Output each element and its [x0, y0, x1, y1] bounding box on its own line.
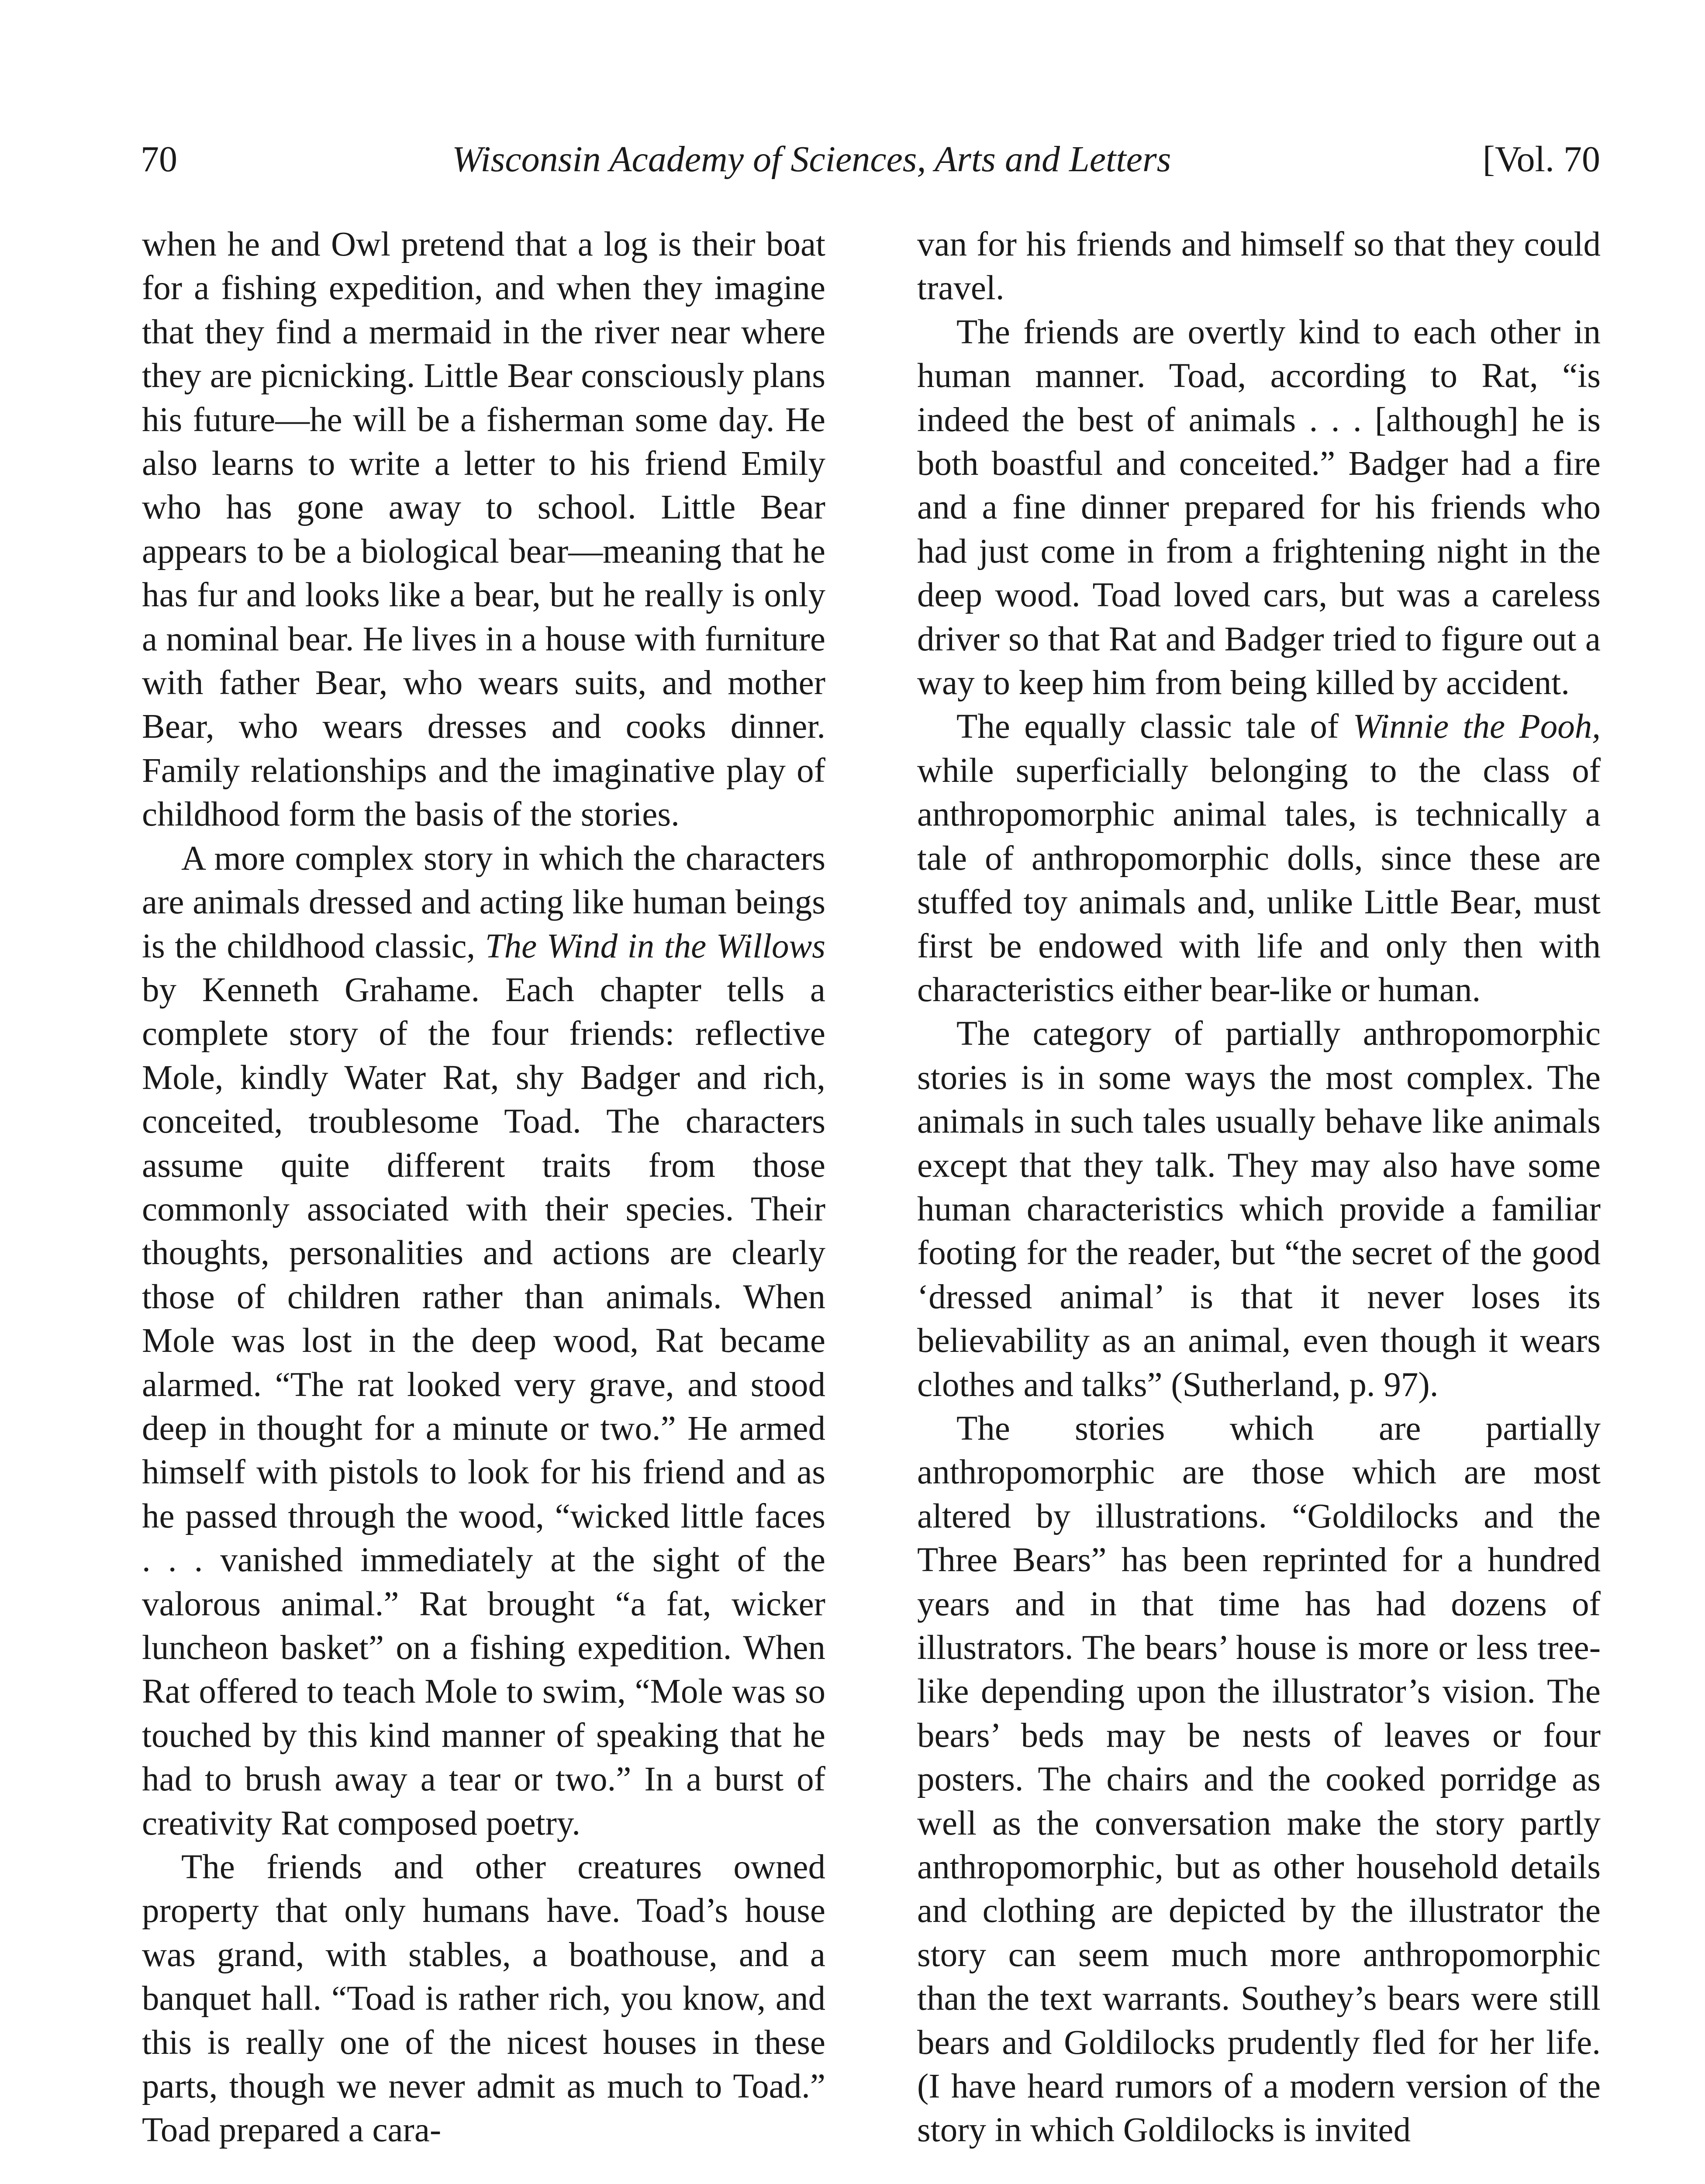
left-paragraph-2-text-b: by Kenneth Grahame. Each chapter tells a complete story of the four friends: reflective Mole, kindly Water Rat, shy Badger and rich, conceited, troublesome Toad. The characters assume quite different traits from those commonly associated with their species. Their thoughts, personalities and actions are clearly those of children rather than animals. When Mole was lost in the deep wood, Rat became alarmed. “The rat looked very grave, and stood deep in thought for a minute or two.” He armed himself with pistols to look for his friend and as he passed through the wood, “wicked little faces . . . vanished immediately at the sight of the valorous animal.” Rat brought “a fat, wicker luncheon basket” on a fishing expedition. When Rat offered to teach Mole to swim, “Mole was so touched by this kind manner of speaking that he had to brush away a tear or two.” In a burst of creativity Rat composed poetry. [142, 971, 825, 1842]
right-paragraph-2: The friends are overtly kind to each other in human manner. Toad, according to Rat, “is indeed the best of animals . . . [although] he is both boastful and conceited.” Badger had a fire and a fine dinner prepared for his friends who had just come in from a frightening night in the deep wood. Toad loved cars, but was a careless driver so that Rat and Badger tried to figure out a way to keep him from being killed by accident. [917, 313, 1601, 702]
right-column [917, 223, 1601, 2153]
right-paragraph-3 [917, 705, 1601, 1012]
right-paragraph-3-text-b: while superficially belonging to the class of anthropomorphic animal tales, is technically a tale of anthropomorphic dolls, since these are stuffed toy animals and, unlike Little Bear, must first be endowed with life and only then with characteristics either bear-like or human. [917, 751, 1601, 1009]
journal-title: Wisconsin Academy of Sciences, Arts and Letters [452, 139, 1171, 180]
left-paragraph-1: when he and Owl pretend that a log is their boat for a fishing expedition, and when they imagine that they find a mermaid in the river near where they are picnicking. Little Bear consciously plans his future—he will be a fisherman some day. He also learns to write a letter to his friend Emily who has gone away to school. Little Bear appears to be a biological bear—meaning that he has fur and looks like a bear, but he really is only a nominal bear. He lives in a house with furniture with father Bear, who wears suits, and mother Bear, who wears dresses and cooks dinner. Family relationships and the imaginative play of childhood form the basis of the stories. [142, 225, 825, 834]
right-paragraph-3-text-a: The equally classic tale of [956, 708, 1353, 746]
running-header [0, 131, 1705, 188]
book-title-winnie-the-pooh: Winnie the Pooh, [1353, 708, 1601, 746]
left-paragraph-2-text-a: A more complex story in which the characters are animals dressed and acting like human beings is the childhood classic, [142, 839, 825, 965]
left-paragraph-3: The friends and other creatures owned property that only humans have. Toad’s house was grand, with stables, a boathouse, and a banquet hall. “Toad is rather rich, you know, and this is really one of the nicest houses in these parts, though we never admit as much to Toad.” Toad prepared a cara- [142, 1848, 825, 2149]
book-title-wind-in-the-willows: The Wind in the Willows [485, 927, 825, 965]
right-paragraph-4: The category of partially anthropomorphic stories is in some ways the most complex. The animals in such tales usually behave like animals except that they talk. They may also have some human characteristics which provide a familiar footing for the reader, but “the secret of the good ‘dressed animal’ is that it never loses its believability as an animal, even though it wears clothes and talks” (Sutherland, p. 97). [917, 1015, 1601, 1404]
right-paragraph-1: van for his friends and himself so that they could travel. [917, 225, 1601, 308]
volume-label: [Vol. 70 [1482, 139, 1600, 180]
left-paragraph-2 [142, 837, 825, 1845]
left-column [142, 223, 825, 2153]
right-paragraph-5: The stories which are partially anthropomorphic are those which are most altered by illustrations. “Goldilocks and the Three Bears” has been reprinted for a hundred years and in that time has had dozens of illustrators. The bears’ house is more or less tree-like depending upon the illustrator’s vision. The bears’ beds may be nests of leaves or four posters. The chairs and the cooked porridge as well as the conversation make the story partly anthropomorphic, but as other household details and clothing are depicted by the illustrator the story can seem much more anthropomorphic than the text warrants. Southey’s bears were still bears and Goldilocks prudently fled for her life. (I have heard rumors of a modern version of the story in which Goldilocks is invited [917, 1409, 1601, 2149]
page-number: 70 [141, 139, 177, 180]
